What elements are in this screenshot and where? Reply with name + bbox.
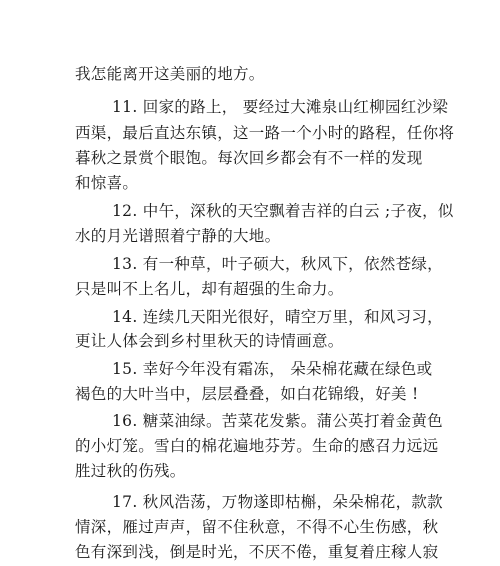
paragraph-17-line-1: 17. 秋风浩荡，万物遂即枯槲，朵朵棉花，款款 <box>112 493 443 511</box>
paragraph-14-line-1: 14. 连续几天阳光很好，晴空万里，和风习习， <box>112 308 443 326</box>
paragraph-11-line-2: 西渠，最后直达东镇，这一路一个小时的路程，任你将 <box>75 124 455 142</box>
paragraph-16-line-3: 胜过秋的伤残。 <box>75 462 186 480</box>
paragraph-11-line-4: 和惊喜。 <box>75 174 139 192</box>
paragraph-13-line-1: 13. 有一种草，叶子硕大，秋风下，依然苍绿， <box>112 255 443 273</box>
paragraph-15-line-2: 褐色的大叶当中，层层叠叠，如白花锦缎，好美 ! <box>75 385 419 403</box>
paragraph-12-line-1: 12. 中午，深秋的天空飘着吉祥的白云 ;子夜，似 <box>112 202 454 220</box>
paragraph-16-line-1: 16. 糖菜油绿。苦菜花发紫。蒲公英打着金黄色 <box>112 412 443 430</box>
text-line: 我怎能离开这美丽的地方。 <box>75 65 265 83</box>
paragraph-16-line-2: 的小灯笼。雪白的棉花遍地芬芳。生命的感召力远远 <box>75 437 439 455</box>
paragraph-11-line-3: 暮秋之景赏个眼饱。每次回乡都会有不一样的发现 <box>75 149 423 167</box>
paragraph-17-line-2: 情深，雁过声声，留不住秋意，不得不心生伤感，秋 <box>75 518 439 536</box>
paragraph-14-line-2: 更让人体会到乡村里秋天的诗情画意。 <box>75 332 344 350</box>
paragraph-17-line-3: 色有深到浅，倒是时光，不厌不倦，重复着庄稼人寂 <box>75 543 439 561</box>
paragraph-12-line-2: 水的月光谱照着宁静的大地。 <box>75 227 281 245</box>
paragraph-15-line-1: 15. 幸好今年没有霜冻， 朵朵棉花藏在绿色或 <box>112 360 433 378</box>
paragraph-13-line-2: 只是叫不上名儿，却有超强的生命力。 <box>75 280 344 298</box>
paragraph-11-line-1: 11. 回家的路上， 要经过大滩泉山红柳园红沙梁 <box>112 98 449 116</box>
